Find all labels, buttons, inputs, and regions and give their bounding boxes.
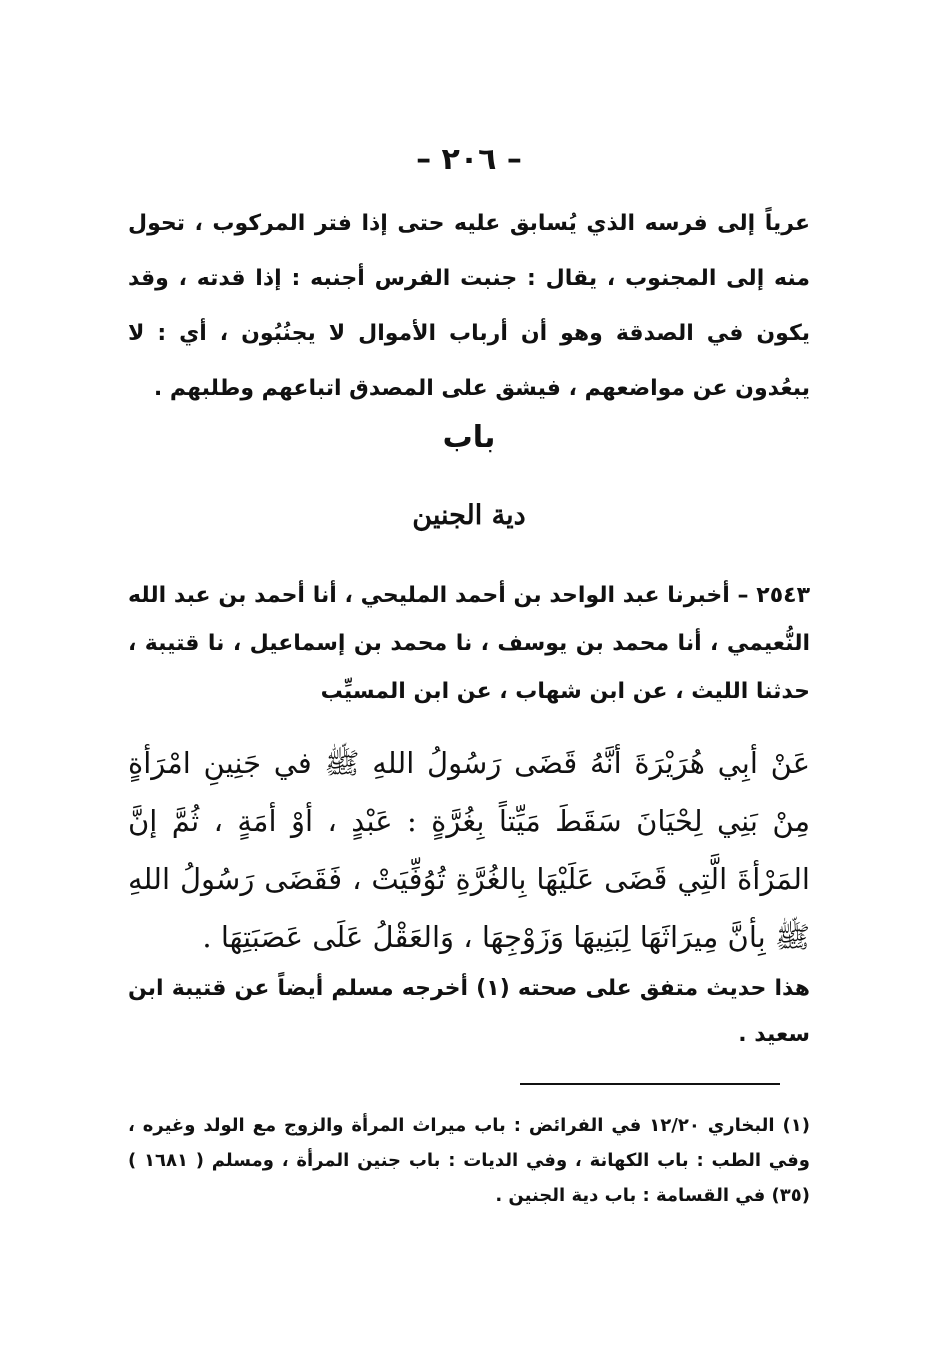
footnote: (١) البخاري ١٢/٢٠ في الفرائض : باب ميراث المرأة والزوج مع الولد وغيره ، وفي الطب : باب الكهانة ، وفي الديات : باب جنين المرأة ، ومسلم ( ١٦٨١ ) (٣٥) في القسامة : باب دية الجنين . [128, 1115, 810, 1206]
hadith-matn: عَنْ أبِي هُرَيْرَةَ أنَّهُ قَضَى رَسُولُ اللهِ ﷺ في جَنِينِ امْرَأةٍ مِنْ بَنِي لِحْيَانَ سَقَطَ مَيِّتاً بِغُرَّةٍ : عَبْدٍ ، أوْ أمَةٍ ، ثُمَّ إنَّ المَرْأةَ الَّتِي قَضَى عَلَيْهَا بِالغُرَّةِ تُوُفِّيَتْ ، فَقَضَى رَسُولُ اللهِ ﷺ بِأنَّ مِيرَاثَهَا لِبَنِيهَا وَزَوْجِهَا ، وَالعَقْلُ عَلَى عَصَبَتِهَا . [128, 746, 810, 954]
hadith-comment: هذا حديث متفق على صحته (١) أخرجه مسلم أيضاً عن قتيبة ابن سعيد . [128, 976, 811, 1047]
chapter-heading: باب [442, 420, 496, 455]
hadith-isnad: ٢٥٤٣ – أخبرنا عبد الواحد بن أحمد المليحي ، أنا أحمد بن عبد الله النُّعيمي ، أنا محمد بن يوسف ، نا محمد بن إسماعيل ، نا قتيبة ، حدثنا الليث ، عن ابن شهاب ، عن ابن المسيِّب [128, 583, 810, 704]
chapter-title: دية الجنين [412, 500, 526, 531]
intro-paragraph: عرياً إلى فرسه الذي يُسابق عليه حتى إذا فتر المركوب ، تحول منه إلى المجنوب ، يقال : جنبت الفرس أجنبه : إذا قدته ، وقد يكون في الصدقة وهو أن أرباب الأموال لا يجنُبُون ، أي : لا يبعُدون عن مواضعهم ، فيشق على المصدق اتباعهم وطلبهم . [128, 211, 810, 401]
page-number: – ٢٠٦ – [416, 142, 522, 177]
footnote-separator [520, 1083, 780, 1085]
